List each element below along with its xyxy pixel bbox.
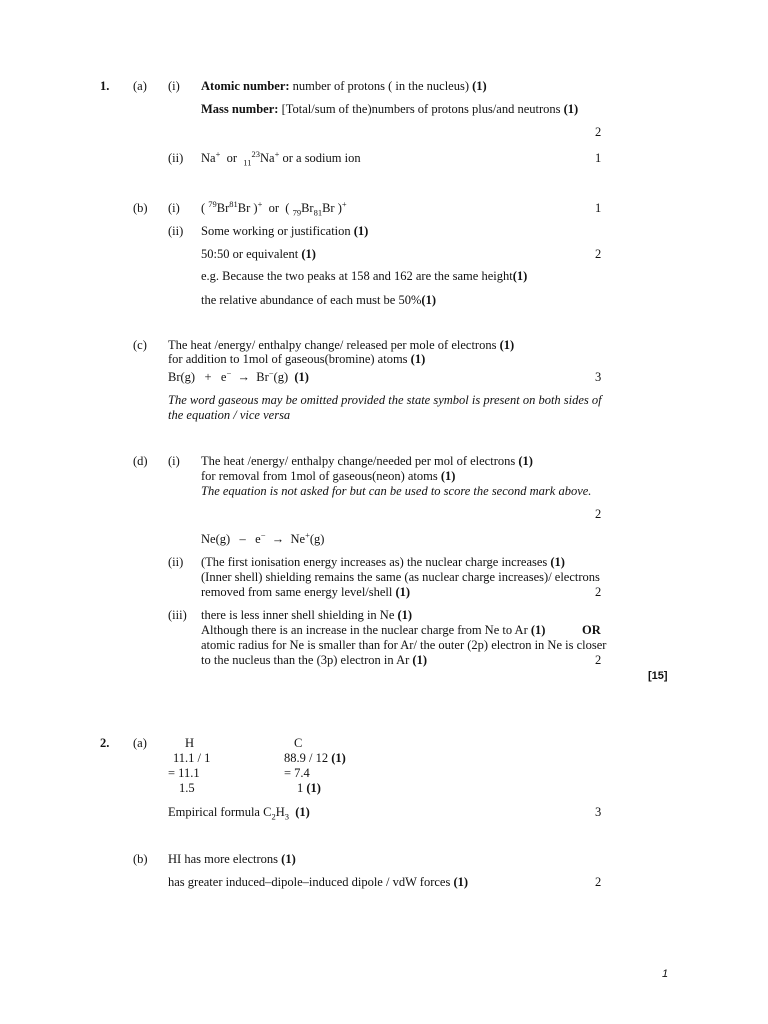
marks: 2 (595, 507, 602, 521)
empirical-formula-answer: Empirical formula $C_2H_3$ (1) (168, 805, 310, 822)
marks: 2 (595, 875, 602, 889)
examiner-note: The equation is not asked for but can be used to score the second mark above. (201, 484, 592, 498)
calc-cell: 88.9 / 12 (1) (284, 751, 346, 765)
part-label: (c) (133, 338, 147, 352)
marks: 3 (595, 370, 602, 384)
subpart-label: (ii) (168, 555, 184, 569)
part-label: (b) (133, 201, 148, 215)
answer-line: for addition to 1mol of gaseous(bromine) atoms (1) (168, 352, 426, 366)
question-total: [15] (648, 670, 668, 682)
marks: 2 (595, 585, 602, 599)
question-number: 1. (100, 79, 110, 93)
marks: 1 (595, 201, 602, 215)
bromine-ion-answer: ( $^{79}$Br$^{81}$Br )+ or ( $_{79}Br_{81}Br$ )+ (201, 198, 347, 218)
subpart-label: (i) (168, 454, 180, 468)
answer-line: The heat /energy/ enthalpy change/needed per mol of electrons (1) (201, 454, 533, 468)
answer-line: HI has more electrons (1) (168, 852, 296, 866)
calc-cell: 11.1 / 1 (173, 751, 211, 765)
answer-line: Some working or justification (1) (201, 224, 369, 238)
page-number: 1 (662, 968, 669, 980)
part-label: (a) (133, 79, 147, 93)
marks: 2 (595, 653, 602, 667)
subpart-label: (iii) (168, 608, 187, 622)
answer-line: (Inner shell) shielding remains the same (as nuclear charge increases)/ electrons (201, 570, 600, 584)
part-label: (a) (133, 736, 147, 750)
calc-cell: 1 (1) (297, 781, 321, 795)
equation: Br(g) + e− → Br−(g) (1) (168, 367, 309, 384)
calc-cell: 1.5 (179, 781, 195, 795)
sodium-ion-answer: Na+ or $_{11}^{23}$Na+ or a sodium ion (201, 148, 361, 168)
marks: 2 (595, 125, 602, 139)
answer-line: 50:50 or equivalent (1) (201, 247, 316, 261)
part-label: (b) (133, 852, 148, 866)
subpart-label: (ii) (168, 224, 184, 238)
atomic-number-answer: Atomic number: number of protons ( in the nucleus) (1) (201, 79, 487, 93)
subpart-label: (ii) (168, 151, 184, 165)
answer-line: to the nucleus than the (3p) electron in Ar (1) (201, 653, 427, 667)
answer-line: The heat /energy/ enthalpy change/ released per mole of electrons (1) (168, 338, 515, 352)
column-header-h: H (185, 736, 195, 750)
subpart-label: (i) (168, 201, 180, 215)
mass-number-answer: Mass number: [Total/sum of the)numbers of protons plus/and neutrons (1) (201, 102, 579, 116)
answer-line: e.g. Because the two peaks at 158 and 162 are the same height(1) (201, 269, 528, 283)
part-label: (d) (133, 454, 148, 468)
subpart-label: (i) (168, 79, 180, 93)
marks: 3 (595, 805, 602, 819)
column-header-c: C (294, 736, 303, 750)
answer-line: atomic radius for Ne is smaller than for Ar/ the outer (2p) electron in Ne is closer (201, 638, 607, 652)
calc-cell: = 11.1 (168, 766, 200, 780)
examiner-note: The word gaseous may be omitted provided the state symbol is present on both sides of (168, 393, 602, 407)
or-label: OR (582, 623, 601, 637)
question-number: 2. (100, 736, 110, 750)
answer-line: removed from same energy level/shell (1) (201, 585, 411, 599)
marks: 2 (595, 247, 602, 261)
calc-cell: = 7.4 (284, 766, 310, 780)
answer-line: Although there is an increase in the nuclear charge from Ne to Ar (1) (201, 623, 546, 637)
answer-line: the relative abundance of each must be 50%(1) (201, 293, 436, 307)
equation: Ne(g) – e− → Ne+(g) (201, 529, 325, 546)
answer-line: for removal from 1mol of gaseous(neon) atoms (1) (201, 469, 456, 483)
answer-line: (The first ionisation energy increases as) the nuclear charge increases (1) (201, 555, 565, 569)
answer-line: has greater induced–dipole–induced dipole / vdW forces (1) (168, 875, 469, 889)
examiner-note: the equation / vice versa (168, 408, 291, 422)
marks: 1 (595, 151, 602, 165)
answer-line: there is less inner shell shielding in Ne (1) (201, 608, 413, 622)
